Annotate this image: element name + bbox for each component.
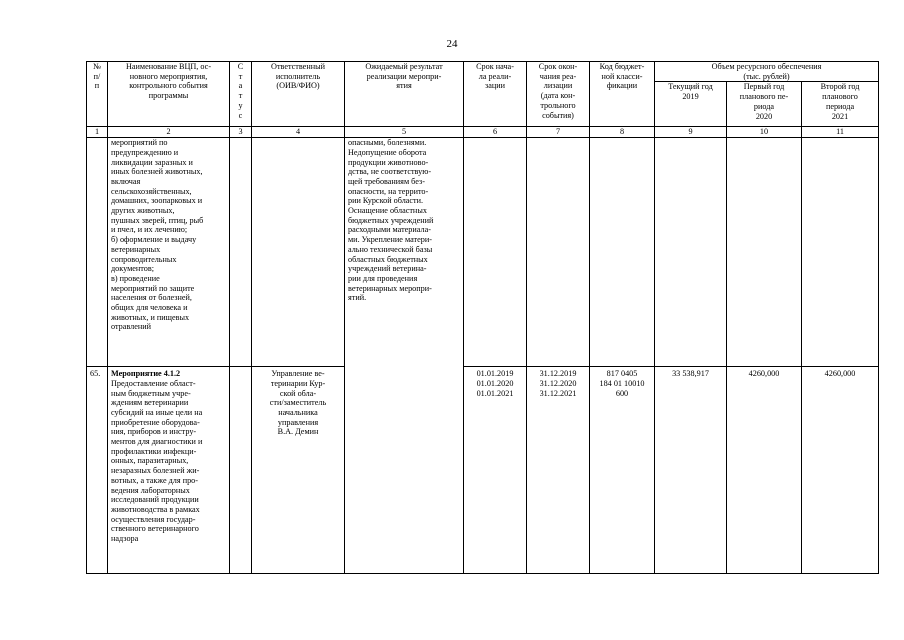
cell-end: [527, 138, 590, 367]
header-start: Срок нача- ла реали- зации: [464, 62, 527, 127]
header-row: [87, 62, 879, 82]
cell-executor: [252, 138, 345, 367]
header-current-year: Текущий год 2019: [655, 82, 727, 127]
cell-amount-2019: 33 538,917: [655, 367, 727, 574]
cell-event-name: [108, 367, 230, 574]
cell-name-continuation: мероприятий по предупреждению и ликвидации заразных и иных болезней животных, включая сельскохозяйственных, домашних, зоопарковых и других животных, пушных зверей, птиц, рыб и пчел, и их лечению; б) оформление и выдачу ветеринарных сопроводительных документов; в) проведение мероприятий по защите населения от болезней, общих для человека и животных, и пищевых отравлений: [108, 138, 230, 367]
header-status: С т а т у с: [230, 62, 252, 127]
cell-2021: [802, 138, 879, 367]
header-second-plan-year: Второй год планового периода 2021: [802, 82, 879, 127]
event-description: Предоставление област- ным бюджетным учре- ждениям ветеринарии субсидий на иные цели на приобретение оборудова- ния, приборов и инстру- ментов для диагностики и профилактики инфекци- онных, паразитарных, незаразных болезней жи- вотных, а также для про- ведения лабораторных исследований продукции животноводства в рамках осуществления государ- ственного ветеринарного надзора: [111, 378, 203, 544]
cell-row-number: 65.: [87, 367, 108, 574]
index-cell: 11: [802, 127, 879, 138]
resource-table: [86, 61, 879, 574]
index-cell: 5: [345, 127, 464, 138]
cell-status: [230, 367, 252, 574]
header-executor: Ответственный исполнитель (ОИВ/ФИО): [252, 62, 345, 127]
index-cell: 3: [230, 127, 252, 138]
cell-2020: [727, 138, 802, 367]
index-cell: 8: [590, 127, 655, 138]
header-name: Наименование ВЦП, ос- новного мероприятия, контрольного события программы: [108, 62, 230, 127]
cell-end-dates: 31.12.2019 31.12.2020 31.12.2021: [527, 367, 590, 574]
index-cell: 6: [464, 127, 527, 138]
table-row-continuation: [87, 138, 879, 367]
header-end: Срок окон- чания реа- лизации (дата кон- трольного события): [527, 62, 590, 127]
cell-amount-2021: 4260,000: [802, 367, 879, 574]
cell-num: [87, 138, 108, 367]
index-cell: 4: [252, 127, 345, 138]
cell-start: [464, 138, 527, 367]
header-code: Код бюджет- ной класси- фикации: [590, 62, 655, 127]
cell-2019: [655, 138, 727, 367]
index-cell: 1: [87, 127, 108, 138]
page-number: 24: [446, 38, 458, 50]
index-cell: 7: [527, 127, 590, 138]
cell-budget-code: 817 0405 184 01 10010 600: [590, 367, 655, 574]
index-cell: 9: [655, 127, 727, 138]
cell-start-dates: 01.01.2019 01.01.2020 01.01.2021: [464, 367, 527, 574]
cell-result-continuation: опасными, болезнями. Недопущение оборота продукции животново- дства, не соответствую- щей требованиям без- опасности, на террито- рии Курской области. Оснащение областных бюджетных учреждений расходными материала- ми. Укрепление матери- ально технической базы областных бюджетных учреждений ветерина- рии для проведения ветеринарных меропри- ятий.: [345, 138, 464, 574]
index-cell: 10: [727, 127, 802, 138]
header-first-plan-year: Первый год планового пе- риода 2020: [727, 82, 802, 127]
cell-status: [230, 138, 252, 367]
header-num: № п/ п: [87, 62, 108, 127]
header-resources: Объем ресурсного обеспечения (тыс. рублей): [655, 62, 879, 82]
header-result: Ожидаемый результат реализации меропри- ятия: [345, 62, 464, 127]
cell-code: [590, 138, 655, 367]
event-title: Мероприятие 4.1.2: [111, 369, 181, 379]
index-cell: 2: [108, 127, 230, 138]
index-row: [87, 127, 879, 138]
table-row-65: [87, 367, 879, 574]
cell-amount-2020: 4260,000: [727, 367, 802, 574]
cell-executor: Управление ве- теринарии Кур- ской обла- сти/заместитель начальника управления В.А. Демин: [252, 367, 345, 574]
